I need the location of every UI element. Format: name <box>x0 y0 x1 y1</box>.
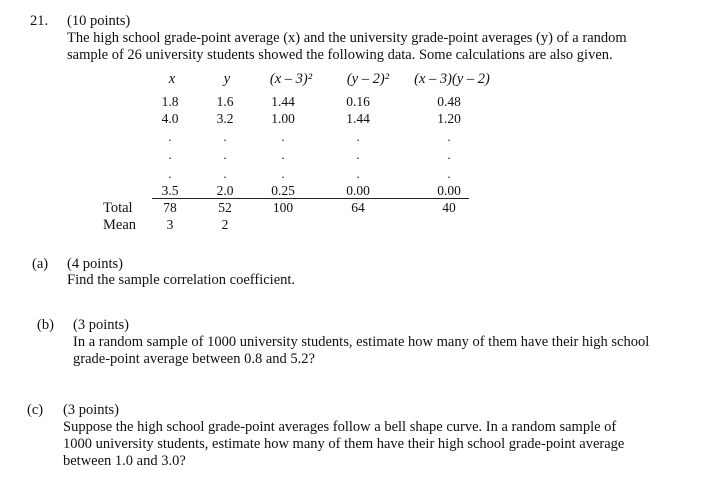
ellipsis-dot: . <box>447 147 451 162</box>
header-y-minus-2-squared: (y – 2)² <box>346 71 390 87</box>
ellipsis-dot: . <box>281 147 285 162</box>
table-cell: 1.44 <box>346 111 370 126</box>
total-cell: 78 <box>163 200 177 215</box>
question-number: 21. <box>30 13 49 29</box>
part-c-line-2: 1000 university students, estimate how many of them have their high school grade-point average <box>63 436 625 452</box>
table-cell: 2.0 <box>216 183 234 198</box>
table-cell: 0.25 <box>271 183 295 198</box>
total-divider <box>152 198 469 199</box>
total-cell: 52 <box>218 200 232 215</box>
ellipsis-dot: . <box>223 166 227 181</box>
question-points: (10 points) <box>67 13 131 29</box>
table-cell: 1.00 <box>271 111 295 126</box>
table-cell: 1.8 <box>161 94 179 109</box>
total-label: Total <box>103 200 133 216</box>
mean-cell: 3 <box>166 217 174 232</box>
ellipsis-dot: . <box>356 166 360 181</box>
part-a-label: (a) <box>32 256 49 272</box>
ellipsis-dot: . <box>168 166 172 181</box>
total-cell: 64 <box>351 200 365 215</box>
header-x-minus-3-squared: (x – 3)² <box>269 71 313 87</box>
mean-cell: 2 <box>221 217 229 232</box>
table-cell: 0.00 <box>346 183 370 198</box>
table-cell: 1.44 <box>271 94 295 109</box>
total-cell: 100 <box>272 200 294 215</box>
ellipsis-dot: . <box>356 129 360 144</box>
ellipsis-dot: . <box>281 166 285 181</box>
ellipsis-dot: . <box>281 129 285 144</box>
table-cell: 1.20 <box>437 111 461 126</box>
header-product-deviations: (x – 3)(y – 2) <box>414 71 490 87</box>
part-c-points: (3 points) <box>63 402 119 418</box>
question-intro-line-1: The high school grade-point average (x) and the university grade-point averages (y) of a random <box>67 30 627 46</box>
table-cell: 3.5 <box>161 183 179 198</box>
header-x: x <box>168 71 176 87</box>
ellipsis-dot: . <box>447 129 451 144</box>
table-cell: 1.6 <box>216 94 234 109</box>
ellipsis-dot: . <box>447 166 451 181</box>
ellipsis-dot: . <box>223 129 227 144</box>
mean-label: Mean <box>103 217 137 233</box>
table-cell: 0.16 <box>346 94 370 109</box>
header-y: y <box>223 71 231 87</box>
part-a-points: (4 points) <box>67 256 123 272</box>
part-b-label: (b) <box>37 317 54 333</box>
total-cell: 40 <box>442 200 456 215</box>
part-b-points: (3 points) <box>73 317 129 333</box>
part-b-line-2: grade-point average between 0.8 and 5.2? <box>73 351 315 367</box>
ellipsis-dot: . <box>168 129 172 144</box>
table-cell: 0.00 <box>437 183 461 198</box>
table-cell: 3.2 <box>216 111 234 126</box>
part-a-text: Find the sample correlation coefficient. <box>67 272 296 288</box>
part-c-label: (c) <box>27 402 44 418</box>
part-b-line-1: In a random sample of 1000 university students, estimate how many of them have their high school <box>73 334 650 350</box>
ellipsis-dot: . <box>356 147 360 162</box>
ellipsis-dot: . <box>168 147 172 162</box>
table-cell: 0.48 <box>437 94 461 109</box>
part-c-line-3: between 1.0 and 3.0? <box>63 453 186 469</box>
question-intro-line-2: sample of 26 university students showed the following data. Some calculations are also given. <box>67 47 613 63</box>
table-cell: 4.0 <box>161 111 179 126</box>
part-c-line-1: Suppose the high school grade-point averages follow a bell shape curve. In a random sample of <box>63 419 617 435</box>
ellipsis-dot: . <box>223 147 227 162</box>
